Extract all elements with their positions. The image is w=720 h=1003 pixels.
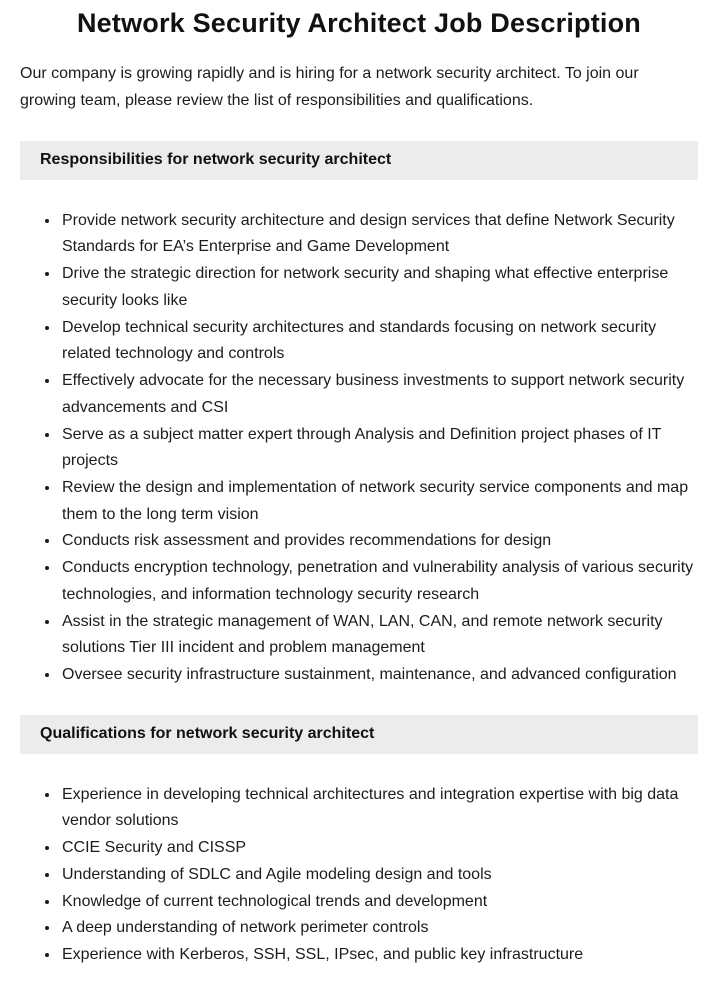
qualifications-section: [20, 715, 698, 969]
list-item: • Review the design and implementation of network security service components and map them to the long term vision: [60, 475, 698, 528]
list-item: • Assist in the strategic management of WAN, LAN, CAN, and remote network security solutions Tier III incident and problem management: [60, 609, 698, 662]
list-item: • Knowledge of current technological trends and development: [60, 889, 698, 916]
responsibilities-list: [20, 208, 698, 689]
list-item: • Oversee security infrastructure sustainment, maintenance, and advanced configuration: [60, 662, 698, 689]
list-item: • Effectively advocate for the necessary business investments to support network security advancements and CSI: [60, 368, 698, 421]
list-item: • CCIE Security and CISSP: [60, 835, 698, 862]
list-item: • Experience with Kerberos, SSH, SSL, IPsec, and public key infrastructure: [60, 942, 698, 969]
responsibilities-header-bar: [20, 141, 698, 180]
list-item: • Conducts risk assessment and provides recommendations for design: [60, 528, 698, 555]
responsibilities-section: [20, 141, 698, 689]
qualifications-list: [20, 782, 698, 969]
page-title: Network Security Architect Job Description: [76, 8, 642, 38]
qualifications-heading: Qualifications for network security architect: [40, 724, 375, 742]
list-item: • Understanding of SDLC and Agile modeling design and tools: [60, 862, 698, 889]
qualifications-header-bar: [20, 715, 698, 754]
list-item: • A deep understanding of network perimeter controls: [60, 915, 698, 942]
intro-paragraph: Our company is growing rapidly and is hiring for a network security architect. To join our growing team, please review the list of responsibilities and qualifications.: [20, 65, 639, 109]
list-item: • Drive the strategic direction for network security and shaping what effective enterprise security looks like: [60, 261, 698, 314]
responsibilities-heading: Responsibilities for network security architect: [40, 150, 392, 168]
list-item: • Provide network security architecture and design services that define Network Security Standards for EA’s Enterprise and Game Development: [60, 208, 698, 261]
list-item: • Develop technical security architectures and standards focusing on network security related technology and controls: [60, 315, 698, 368]
list-item: • Experience in developing technical architectures and integration expertise with big data vendor solutions: [60, 782, 698, 835]
list-item: • Serve as a subject matter expert through Analysis and Definition project phases of IT projects: [60, 422, 698, 475]
list-item: • Conducts encryption technology, penetration and vulnerability analysis of various security technologies, and information technology security research: [60, 555, 698, 608]
